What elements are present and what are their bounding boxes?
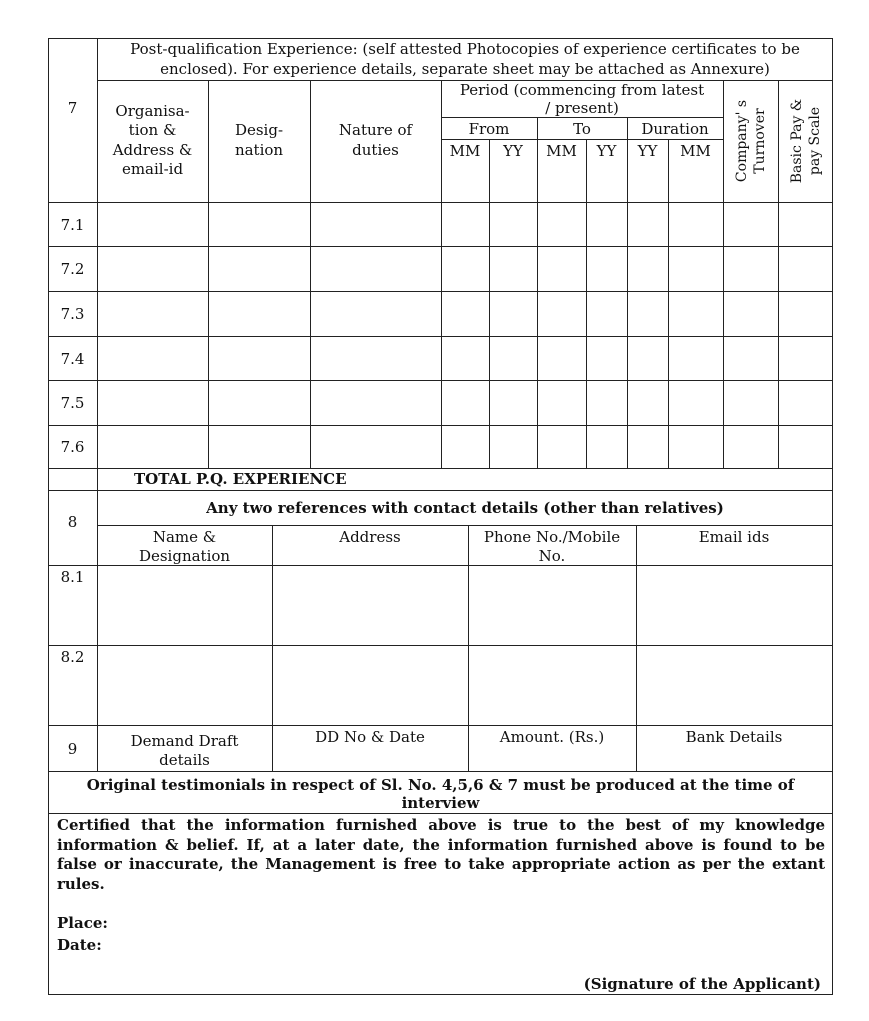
to-yy: YY xyxy=(596,142,617,160)
col-divider xyxy=(537,117,538,468)
row-divider xyxy=(48,380,833,381)
sec8-title-divider xyxy=(97,525,833,526)
dd-no-date-header: DD No & Date xyxy=(315,728,425,746)
border-top xyxy=(48,38,833,39)
to-header: To xyxy=(573,120,591,138)
row-divider xyxy=(48,425,833,426)
org-header-1: Organisa- xyxy=(115,102,190,120)
period-header-2: / present) xyxy=(545,99,619,117)
row-divider xyxy=(48,725,833,726)
col-divider xyxy=(586,139,587,468)
application-form-sheet xyxy=(48,38,833,995)
duration-mm: MM xyxy=(680,142,711,160)
sec7-title-line2: enclosed). For experience details, separate sheet may be attached as Annexure) xyxy=(160,60,770,78)
from-to-divider xyxy=(441,139,723,140)
certification-statement: Certified that the information furnished above is true to the best of my knowledge information & belief. If, at a later date, the information furnished above is found to be false or inaccurate, the Management is free to take appropriate action as per the extant rules. xyxy=(57,816,825,893)
ref-phone-header-1: Phone No./Mobile xyxy=(483,528,621,546)
desig-header-2: nation xyxy=(234,141,284,159)
testimonial-note-line1: Original testimonials in respect of Sl. No. 4,5,6 & 7 must be produced at the time of xyxy=(86,776,795,794)
row-divider xyxy=(48,246,833,247)
duration-header: Duration xyxy=(641,120,709,138)
from-yy: YY xyxy=(503,142,523,160)
period-header-1: Period (commencing from latest xyxy=(459,81,705,99)
nature-header-2: duties xyxy=(352,141,399,159)
note-bottom xyxy=(48,813,833,814)
sec7-title-line1: Post-qualification Experience: (self attested Photocopies of experience certificates to be xyxy=(130,40,800,58)
org-header-2: tion & xyxy=(128,121,177,139)
turnover-header-2: Turnover xyxy=(752,108,768,174)
from-header: From xyxy=(468,120,510,138)
border-bottom xyxy=(48,994,833,995)
desig-header-1: Desig- xyxy=(234,121,284,139)
bank-details-header: Bank Details xyxy=(685,728,783,746)
turnover-header-1: Company' s xyxy=(734,99,750,183)
row-divider xyxy=(48,291,833,292)
ref-phone-header-2: No. xyxy=(538,547,566,565)
nature-header-1: Nature of xyxy=(338,121,413,139)
total-row-bottom xyxy=(48,490,833,491)
row-number: 8.1 xyxy=(60,568,85,586)
col-divider xyxy=(668,139,669,468)
col-divider xyxy=(489,139,490,468)
org-header-3: Address & xyxy=(112,141,193,159)
sec8-number: 8 xyxy=(67,513,78,531)
col-divider xyxy=(627,117,628,468)
ref-name-header-2: Designation xyxy=(138,547,231,565)
ref-address-header: Address xyxy=(339,528,401,546)
sec8-title: Any two references with contact details (other than relatives) xyxy=(206,499,724,517)
place-label: Place: xyxy=(57,914,108,932)
testimonial-note-line2: interview xyxy=(401,794,480,812)
org-header-4: email-id xyxy=(121,160,184,178)
row-number: 7.2 xyxy=(60,260,85,278)
col-divider xyxy=(778,80,779,468)
ref-email-header: Email ids xyxy=(698,528,770,546)
turnover-header xyxy=(733,100,769,182)
from-mm: MM xyxy=(449,142,481,160)
date-label: Date: xyxy=(57,936,102,954)
row-divider xyxy=(48,468,833,469)
row-number: 7.6 xyxy=(60,438,85,456)
duration-yy: YY xyxy=(637,142,658,160)
to-mm: MM xyxy=(546,142,577,160)
sec7-number: 7 xyxy=(67,99,78,117)
row-number: 7.4 xyxy=(60,350,85,368)
pay-header-2: pay Scale xyxy=(807,106,823,176)
ref-name-header-1: Name & xyxy=(152,528,217,546)
row-number: 7.5 xyxy=(60,394,85,412)
row-number: 7.1 xyxy=(60,216,85,234)
pay-header xyxy=(788,99,824,184)
dd-details-header-2: details xyxy=(159,751,210,769)
sec9-bottom xyxy=(48,771,833,772)
row-divider xyxy=(48,645,833,646)
sec9-number: 9 xyxy=(67,740,78,758)
col-divider xyxy=(723,80,724,468)
row-number: 7.3 xyxy=(60,305,85,323)
pay-header-1: Basic Pay & xyxy=(789,98,805,184)
signature-label: (Signature of the Applicant) xyxy=(583,975,821,993)
amount-header: Amount. (Rs.) xyxy=(499,728,605,746)
row-number: 8.2 xyxy=(60,648,85,666)
total-pq-experience-label: TOTAL P.Q. EXPERIENCE xyxy=(134,470,347,488)
dd-details-header-1: Demand Draft xyxy=(130,732,239,750)
row-divider xyxy=(48,336,833,337)
